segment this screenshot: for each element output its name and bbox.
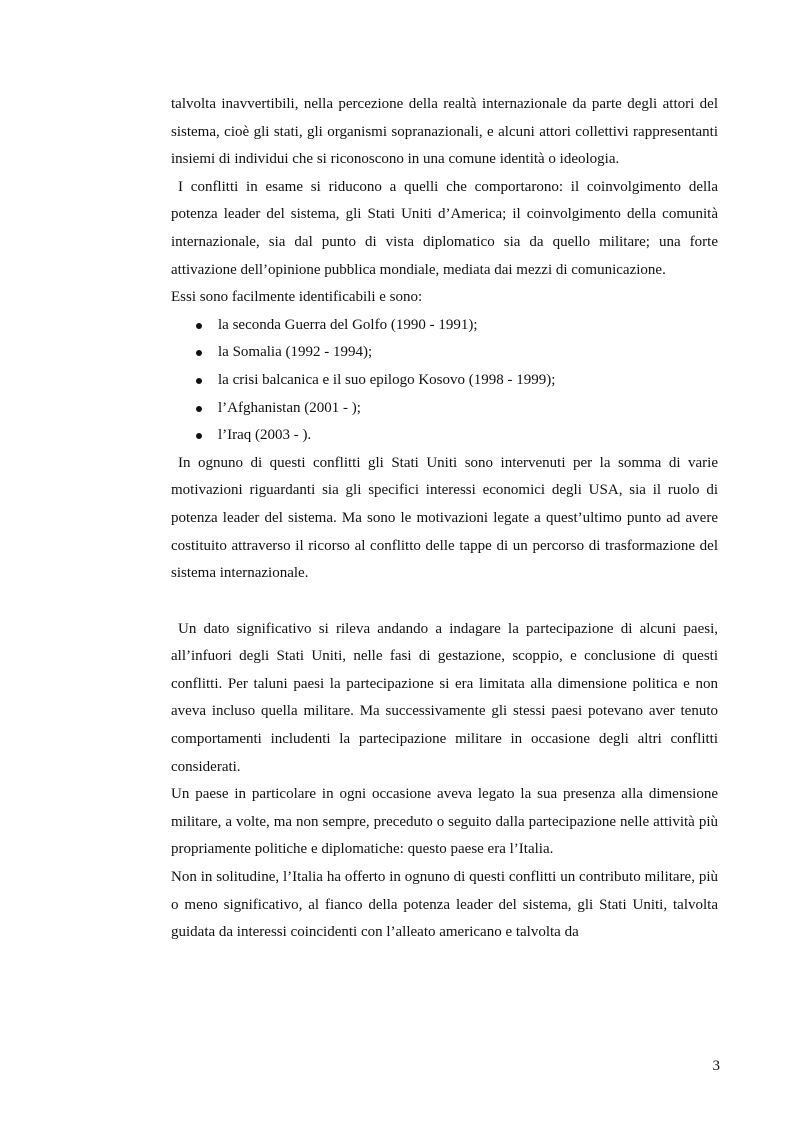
- bullet-icon: [196, 433, 202, 439]
- conflict-list: [171, 312, 718, 450]
- paragraph-one-country: Un paese in particolare in ogni occasione aveva legato la sua presenza alla dimensione militare, a volte, ma non sempre, preceduto o seguito dalla partecipazione nelle attività più propriamente politiche e diplomatiche: questo paese era l’Italia.: [171, 786, 718, 858]
- list-item: [171, 395, 718, 423]
- paragraph-italy-contribution: Non in solitudine, l’Italia ha offerto in ognuno di questi conflitti un contributo militare, più o meno significativo, al fianco della potenza leader del sistema, gli Stati Uniti, talvolta guidata da interessi coincidenti con l’alleato americano e talvolta da: [171, 869, 718, 941]
- list-item: [171, 367, 718, 395]
- list-item: [171, 312, 718, 340]
- bullet-icon: [196, 350, 202, 356]
- paragraph-conflicts-criteria: I conflitti in esame si riducono a quelli che comportarono: il coinvolgimento della potenza leader del sistema, gli Stati Uniti d’America; il coinvolgimento della comunità internazionale, sia dal punto di vista diplomatico sia da quello militare; una forte attivazione dell’opinione pubblica mondiale, mediata dai mezzi di comunicazione.: [171, 178, 718, 278]
- paragraph-gap: [171, 588, 718, 616]
- list-item-text: l’Iraq (2003 - ).: [218, 427, 312, 444]
- page-number: 3: [712, 1058, 720, 1074]
- paragraph-us-motivations: In ognuno di questi conflitti gli Stati Uniti sono intervenuti per la somma di varie motivazioni riguardanti sia gli specifici interessi economici degli USA, sia il ruolo di potenza leader del sistema. Ma sono le motivazioni legate a quest’ultimo punto ad avere costituito attraverso il ricorso al conflitto delle tappe di un percorso di trasformazione del sistema internazionale.: [171, 454, 718, 582]
- body-text: [171, 91, 718, 947]
- paragraph-list-intro: Essi sono facilmente identificabili e sono:: [171, 289, 423, 306]
- list-item: [171, 339, 718, 367]
- list-item: [171, 422, 718, 450]
- bullet-icon: [196, 406, 202, 412]
- list-item-text: l’Afghanistan (2001 - );: [218, 399, 361, 416]
- bullet-icon: [196, 323, 202, 329]
- paragraph-participation: Un dato significativo si rileva andando a indagare la partecipazione di alcuni paesi, all’infuori degli Stati Uniti, nelle fasi di gestazione, scoppio, e conclusione di questi conflitti. Per taluni paesi la partecipazione si era limitata alla dimensione politica e non aveva incluso quella militare. Ma successivamente gli stessi paesi potevano aver tenuto comportamenti includenti la partecipazione militare in occasione degli altri conflitti considerati.: [171, 620, 718, 775]
- list-item-text: la Somalia (1992 - 1994);: [218, 344, 373, 361]
- paragraph-perception: talvolta inavvertibili, nella percezione della realtà internazionale da parte degli attori del sistema, cioè gli stati, gli organismi sopranazionali, e alcuni attori collettivi rappresentanti insiemi di individui che si riconoscono in una comune identità o ideologia.: [171, 96, 718, 168]
- list-item-text: la crisi balcanica e il suo epilogo Kosovo (1998 - 1999);: [218, 371, 556, 388]
- bullet-icon: [196, 378, 202, 384]
- list-item-text: la seconda Guerra del Golfo (1990 - 1991);: [218, 316, 478, 333]
